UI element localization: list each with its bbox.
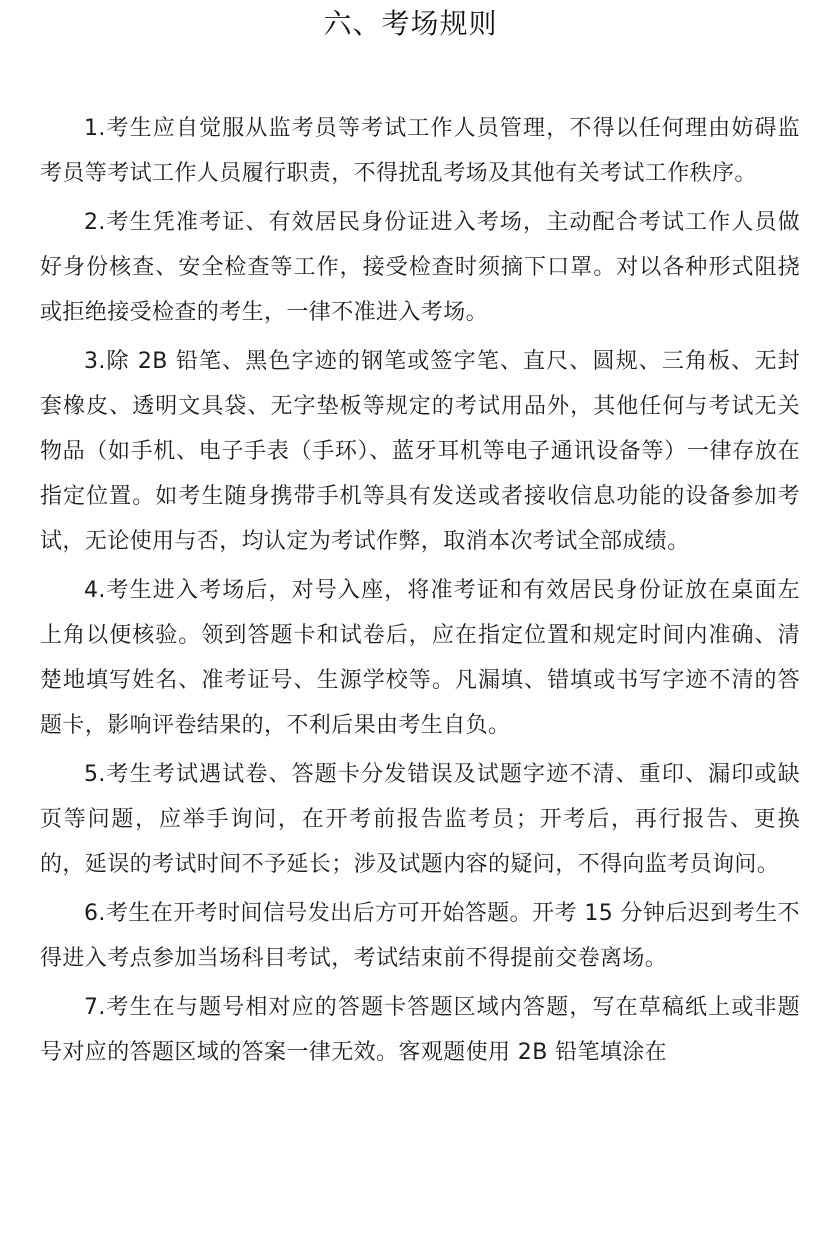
rule-6: 6.考生在开考时间信号发出后方可开始答题。开考 15 分钟后迟到考生不得进入考点参加当场科目考试，考试结束前不得提前交卷离场。 — [40, 901, 800, 971]
page-title: 六、考场规则 — [323, 7, 498, 40]
rule-1: 1.考生应自觉服从监考员等考试工作人员管理，不得以任何理由妨碍监考员等考试工作人员履行职责，不得扰乱考场及其他有关考试工作秩序。 — [40, 116, 800, 186]
rule-7: 7.考生在与题号相对应的答题卡答题区域内答题，写在草稿纸上或非题号对应的答题区域的答案一律无效。客观题使用 2B 铅笔填涂在 — [40, 995, 800, 1065]
rule-4: 4.考生进入考场后，对号入座，将准考证和有效居民身份证放在桌面左上角以便核验。领到答题卡和试卷后，应在指定位置和规定时间内准确、清楚地填写姓名、准考证号、生源学校等。凡漏填、错填或书写字迹不清的答题卡，影响评卷结果的，不利后果由考生自负。 — [40, 578, 800, 738]
rule-3: 3.除 2B 铅笔、黑色字迹的钢笔或签字笔、直尺、圆规、三角板、无封套橡皮、透明文具袋、无字垫板等规定的考试用品外，其他任何与考试无关物品（如手机、电子手表（手环）、蓝牙耳机等电子通讯设备等）一律存放在指定位置。如考生随身携带手机等具有发送或者接收信息功能的设备参加考试，无论使用与否，均认定为考试作弊，取消本次考试全部成绩。 — [40, 349, 800, 554]
rules-list — [40, 106, 800, 1079]
rule-2: 2.考生凭准考证、有效居民身份证进入考场，主动配合考试工作人员做好身份核查、安全检查等工作，接受检查时须摘下口罩。对以各种形式阻挠或拒绝接受检查的考生，一律不准进入考场。 — [40, 210, 800, 325]
rule-5: 5.考生考试遇试卷、答题卡分发错误及试题字迹不清、重印、漏印或缺页等问题，应举手询问，在开考前报告监考员；开考后，再行报告、更换的，延误的考试时间不予延长；涉及试题内容的疑问，不得向监考员询问。 — [40, 762, 800, 877]
